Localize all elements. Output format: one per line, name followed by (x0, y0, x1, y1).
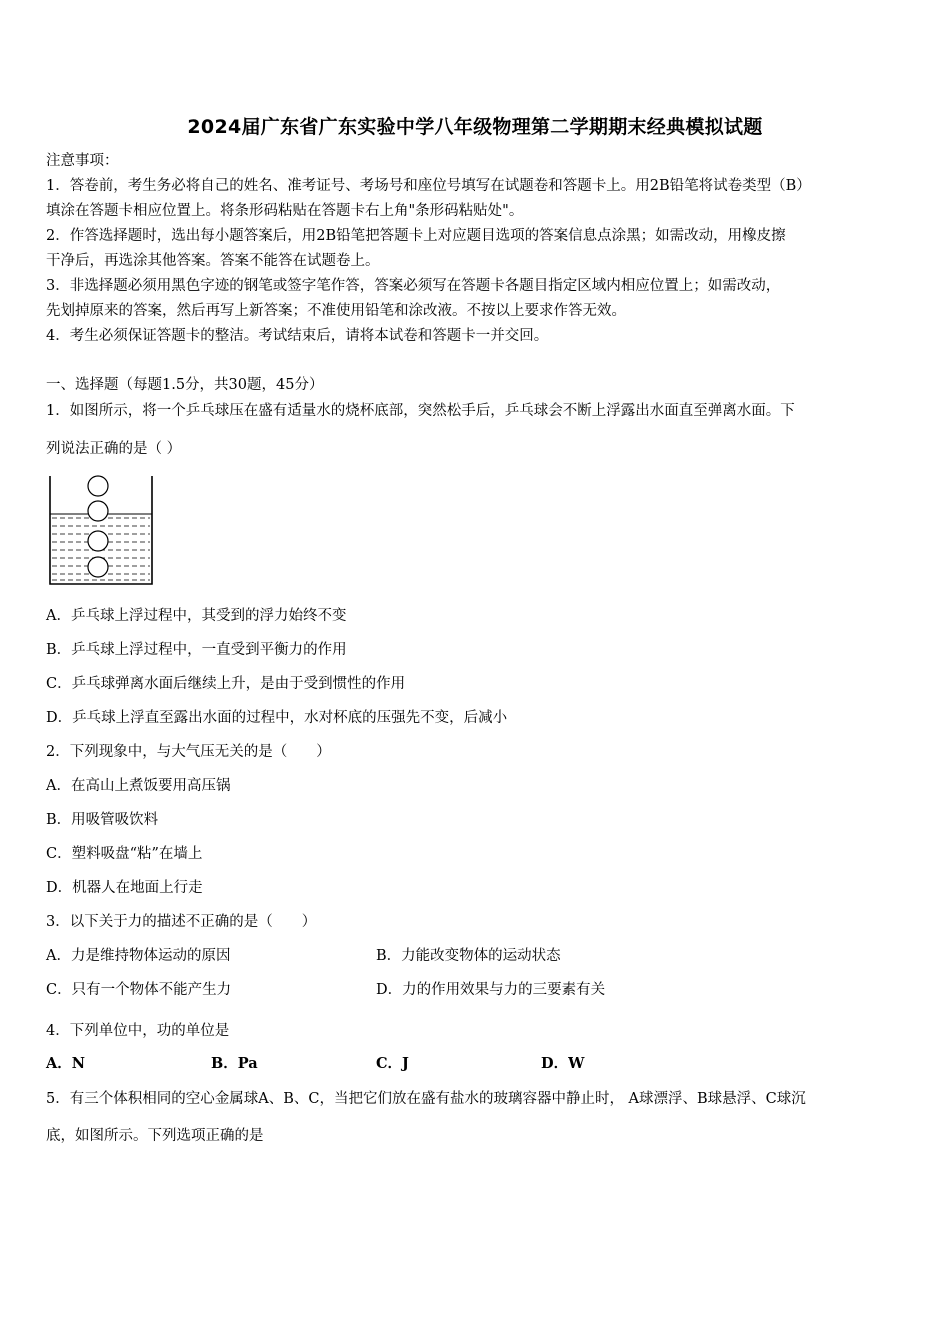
notice-line: 填涂在答题卡相应位置上。将条形码粘贴在答题卡右上角"条形码粘贴处"。 (46, 203, 524, 219)
section-heading: 一、选择题（每题1.5分，共30题，45分） (46, 377, 324, 393)
q3-stem: 3．以下关于力的描述不正确的是（ ） (46, 914, 317, 930)
q3-option-d: D．力的作用效果与力的三要素有关 (376, 982, 606, 998)
q3-option-a: A．力是维持物体运动的原因 (46, 948, 231, 964)
page-title: 2024届广东省广东实验中学八年级物理第二学期期末经典模拟试题 (187, 116, 763, 138)
q3-option-c: C．只有一个物体不能产生力 (46, 982, 232, 998)
q1-stem-cont: 列说法正确的是（ ） (46, 441, 182, 457)
ball-shape (88, 557, 108, 577)
notice-line: 2．作答选择题时，选出每小题答案后，用2B铅笔把答题卡上对应题目选项的答案信息点涂黑；如需改动，用橡皮擦 (46, 228, 786, 244)
q2-option-c: C．塑料吸盘“粘”在墙上 (46, 846, 203, 862)
notice-line: 3．非选择题必须用黑色字迹的钢笔或签字笔作答，答案必须写在答题卡各题目指定区域内相应位置上；如需改动， (46, 278, 781, 294)
q3-option-b: B．力能改变物体的运动状态 (376, 948, 561, 964)
q2-option-d: D．机器人在地面上行走 (46, 880, 203, 896)
q1-option-a: A．乒乓球上浮过程中，其受到的浮力始终不变 (46, 608, 347, 624)
notice-heading: 注意事项： (46, 153, 119, 169)
q1-option-d: D．乒乓球上浮直至露出水面的过程中，水对杯底的压强先不变，后减小 (46, 710, 508, 726)
q4-option-c: C．J (376, 1055, 409, 1072)
q2-option-b: B．用吸管吸饮料 (46, 812, 159, 828)
q1-option-c: C．乒乓球弹离水面后继续上升，是由于受到惯性的作用 (46, 676, 406, 692)
notice-line: 干净后，再选涂其他答案。答案不能答在试题卷上。 (46, 253, 380, 269)
q4-option-a: A．N (46, 1055, 86, 1072)
notice-line: 先划掉原来的答案，然后再写上新答案；不准使用铅笔和涂改液。不按以上要求作答无效。 (46, 303, 626, 319)
beaker-figure (46, 470, 158, 588)
q4-option-b: B．Pa (211, 1055, 258, 1072)
q4-stem: 4．下列单位中，功的单位是 (46, 1023, 230, 1039)
ball-shape (88, 501, 108, 521)
ball-shape (88, 531, 108, 551)
ball-shape (88, 476, 108, 496)
q2-stem: 2．下列现象中，与大气压无关的是（ ） (46, 744, 331, 760)
q1-option-b: B．乒乓球上浮过程中，一直受到平衡力的作用 (46, 642, 347, 658)
notice-line: 4．考生必须保证答题卡的整洁。考试结束后，请将本试卷和答题卡一并交回。 (46, 328, 549, 344)
notice-line: 1．答卷前，考生务必将自己的姓名、准考证号、考场号和座位号填写在试题卷和答题卡上。用2B铅笔将试卷类型（B） (46, 178, 811, 194)
q5-stem-cont: 底，如图所示。下列选项正确的是 (46, 1128, 264, 1144)
q4-option-d: D．W (541, 1055, 585, 1072)
q1-stem: 1．如图所示，将一个乒乓球压在盛有适量水的烧杯底部，突然松手后，乒乓球会不断上浮露出水面直至弹离水面。下 (46, 403, 795, 419)
q5-stem: 5．有三个体积相同的空心金属球A、B、C，当把它们放在盛有盐水的玻璃容器中静止时， A球漂浮、B球悬浮、C球沉 (46, 1091, 806, 1107)
q2-option-a: A．在高山上煮饭要用高压锅 (46, 778, 231, 794)
